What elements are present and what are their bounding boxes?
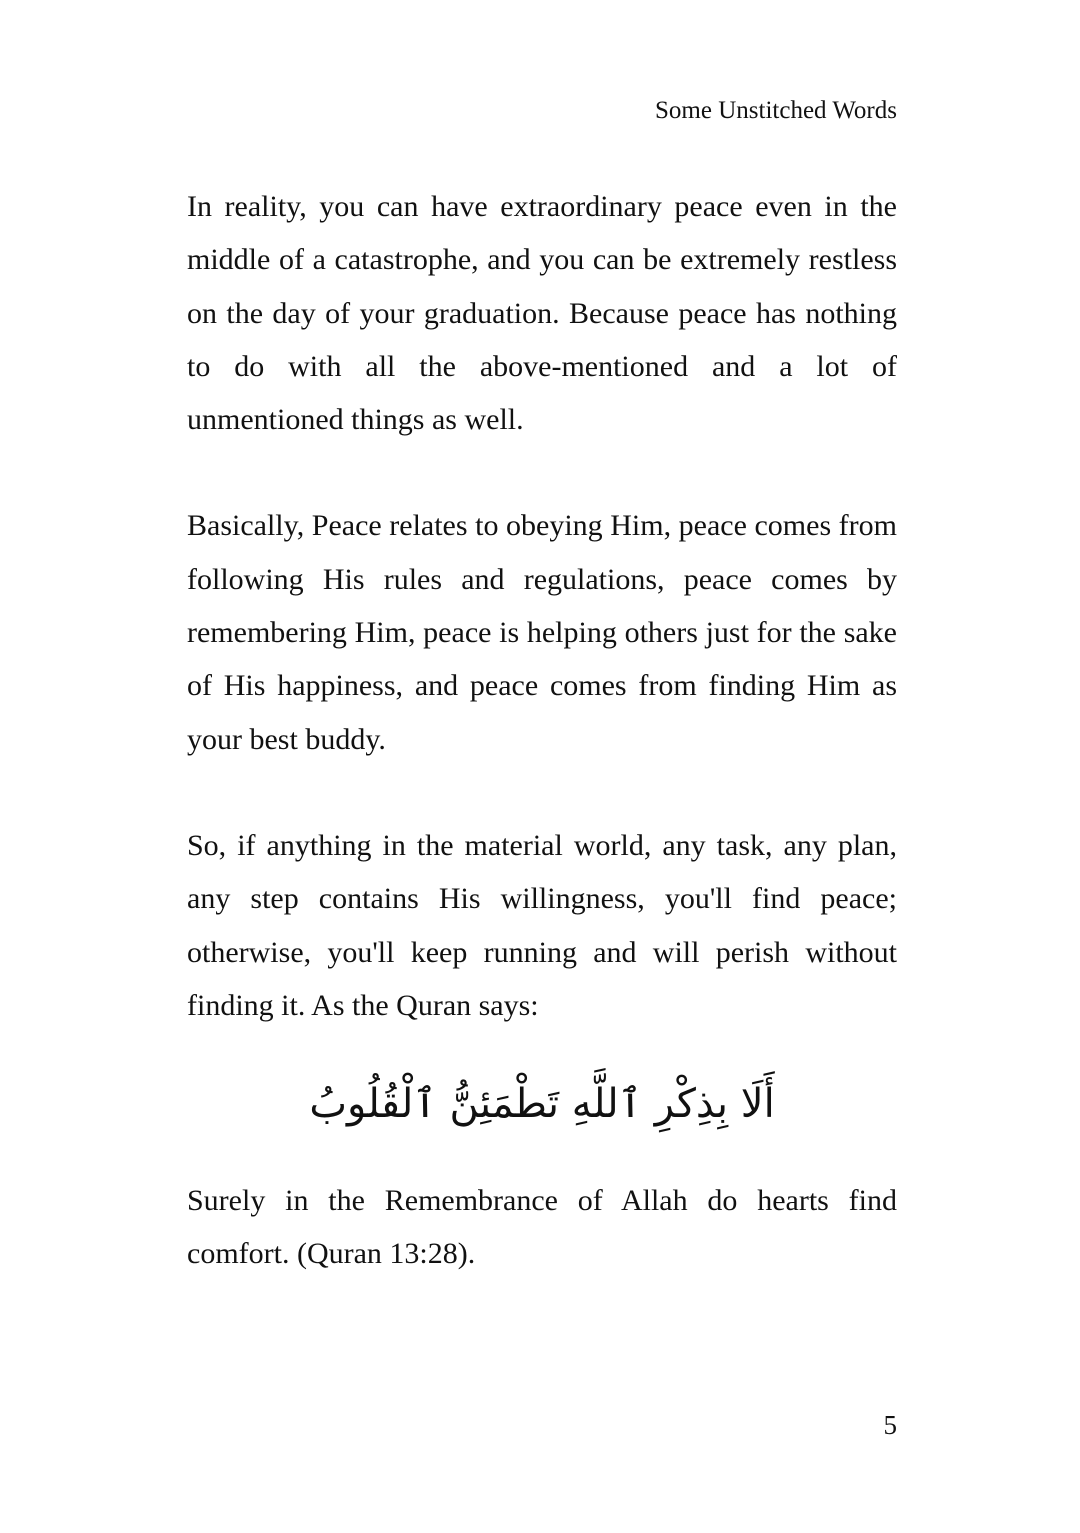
- page-body: [187, 180, 897, 1281]
- running-header: Some Unstitched Words: [655, 97, 897, 124]
- arabic-verse-graphic: [309, 1062, 775, 1142]
- verse-translation: Surely in the Remembrance of Allah do hearts find comfort. (Quran 13:28).: [187, 1184, 897, 1271]
- quran-verse-calligraphy: [187, 1062, 897, 1142]
- paragraph-2: Basically, Peace relates to obeying Him, peace comes from following His rules and regulations, peace comes by remembering Him, peace is helping others just for the sake of His happiness, and peace comes from finding Him as your best buddy.: [187, 509, 897, 756]
- paragraph-1: In reality, you can have extraordinary peace even in the middle of a catastrophe, and you can be extremely restless on the day of your graduation. Because peace has nothing to do with all the above-mentioned and a lot of unmentioned things as well.: [187, 190, 897, 437]
- arabic-verse-text: أَلَا بِذِكْرِ ٱللَّهِ تَطْمَئِنُّ ٱلْقُلُوبُ: [309, 1081, 775, 1128]
- page-number: 5: [883, 1410, 897, 1440]
- paragraph-3: So, if anything in the material world, any task, any plan, any step contains His willingness, you'll find peace; otherwise, you'll keep running and will perish without finding it. As the Quran says:: [187, 828, 897, 1022]
